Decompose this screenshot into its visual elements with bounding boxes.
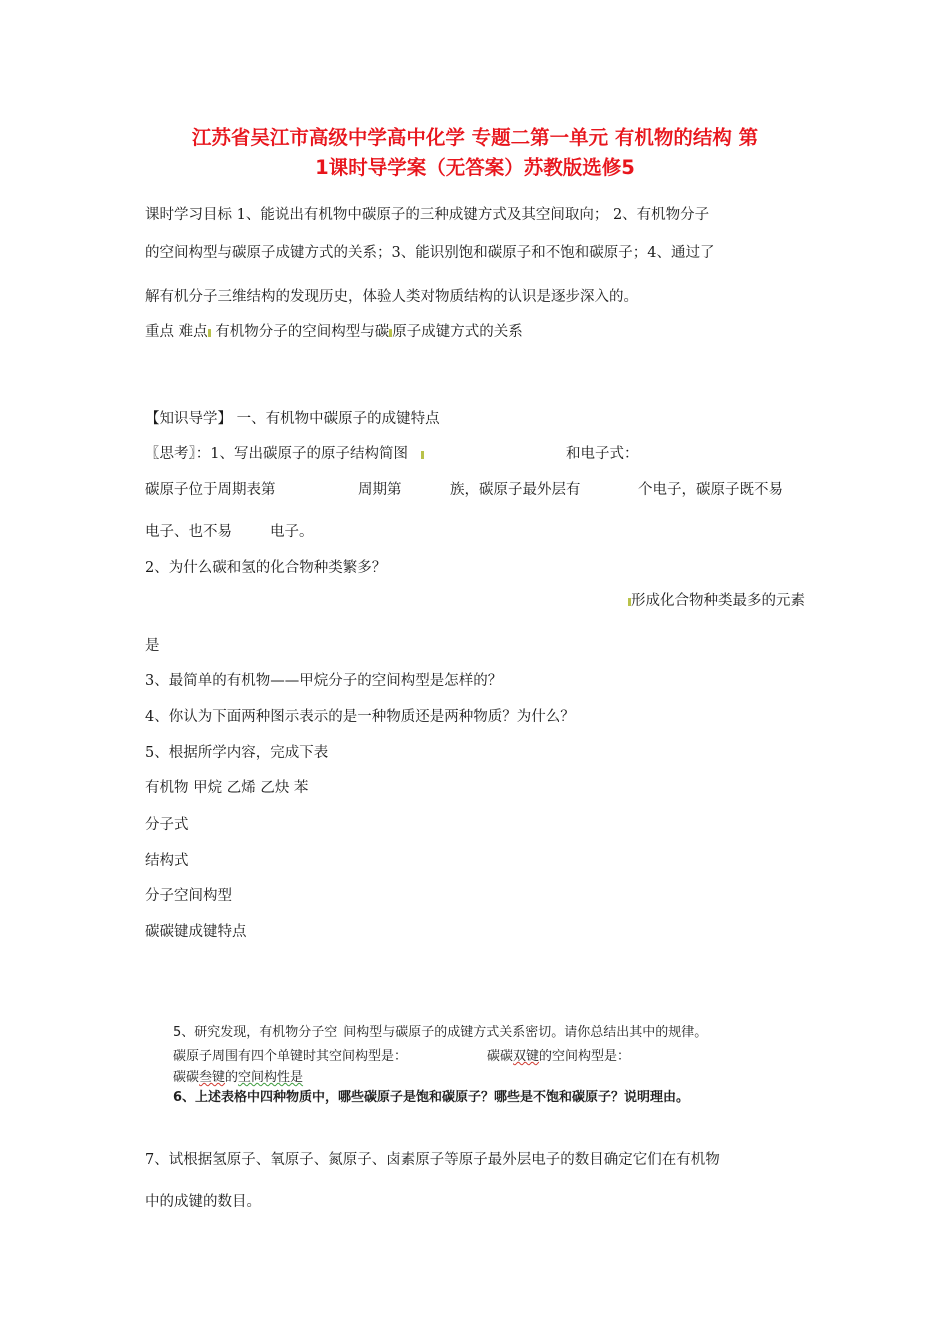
image-line-2-a: 碳原子周围有四个单键时其空间构型是： — [173, 1049, 408, 1064]
table-row: 分子空间构型 — [145, 888, 232, 904]
objectives-line-3: 解有机分子三维结构的发现历史，体验人类对物质结构的认识是逐步深入的。 — [145, 289, 638, 305]
image-text-piece: 双键 — [513, 1049, 540, 1064]
question-1-blank-c: 族，碳原子最外层有 — [450, 482, 581, 498]
question-1-blank-f: 电子。 — [270, 524, 314, 540]
question-3: 3、最简单的有机物——甲烷分子的空间构型是怎样的？ — [145, 673, 503, 689]
image-line-2-b — [487, 1045, 630, 1064]
question-1-part-1: 〖思考〗：1、写出碳原子的原子结构简图 — [145, 446, 408, 462]
key-points — [145, 320, 523, 341]
table-row: 碳碳键成键特点 — [145, 924, 247, 940]
image-text-piece: 空间构性是 — [238, 1070, 304, 1085]
table-row: 有机物 甲烷 乙烯 乙炔 苯 — [145, 780, 309, 796]
question-1-blank-d: 个电子，碳原子既不易 — [638, 482, 783, 498]
key-points-text-b: 原子成键方式的关系 — [392, 324, 523, 340]
image-text-piece: 碳碳 — [173, 1070, 200, 1085]
table-row: 分子式 — [145, 817, 189, 833]
image-line-4: 6、上述表格中四种物质中，哪些碳原子是饱和碳原子？哪些是不饱和碳原子？说明理由。 — [173, 1090, 690, 1105]
image-line-3 — [173, 1066, 303, 1085]
question-7-line-2: 中的成键的数目。 — [145, 1194, 261, 1210]
question-1-blank-b: 周期第 — [358, 482, 402, 498]
section-heading: 【知识导学】 一、有机物中碳原子的成键特点 — [145, 411, 440, 427]
image-text-piece: 的空间构型是： — [539, 1049, 631, 1064]
question-1-line-1 — [145, 442, 424, 463]
image-text-piece: 碳碳 — [487, 1049, 514, 1064]
question-7-line-1: 7、试根据氢原子、氧原子、氮原子、卤素原子等原子最外层电子的数目确定它们在有机物 — [145, 1152, 720, 1168]
question-2-right-text: 形成化合物种类最多的元素 — [631, 593, 805, 609]
question-2-cont: 是 — [145, 638, 160, 654]
image-line-1 — [173, 1021, 707, 1040]
question-1-part-2: 和电子式： — [566, 446, 639, 462]
objectives-line-2: 的空间构型与碳原子成键方式的关系；3、能识别饱和碳原子和不饱和碳原子；4、通过了 — [145, 245, 715, 261]
table-row: 结构式 — [145, 853, 189, 869]
question-2-right — [628, 589, 805, 610]
key-points-label: 重点 难点 — [145, 324, 208, 340]
question-1-blank-e: 电子、也不易 — [145, 524, 232, 540]
image-line-1-a: 5、研究发现，有机物分子空 — [173, 1025, 338, 1040]
question-1-blank-a: 碳原子位于周期表第 — [145, 482, 276, 498]
dot-mark-icon — [421, 451, 424, 459]
key-points-text-a: 有机物分子的空间构型与碳 — [210, 324, 390, 340]
objectives-line-1: 课时学习目标 1、能说出有机物中碳原子的三种成键方式及其空间取向； 2、有机物分子 — [145, 207, 710, 223]
image-line-1-b: 间构型与碳原子的成键方式关系密切。请你总结出其中的规律。 — [343, 1025, 708, 1040]
question-5: 5、根据所学内容，完成下表 — [145, 745, 329, 761]
document-title-line-1: 江苏省吴江市高级中学高中化学 专题二第一单元 有机物的结构 第 — [191, 126, 759, 149]
question-2: 2、为什么碳和氢的化合物种类繁多？ — [145, 560, 387, 576]
document-title-line-2: 1课时导学案（无答案）苏教版选修5 — [315, 156, 635, 179]
question-4: 4、你认为下面两种图示表示的是一种物质还是两种物质？为什么？ — [145, 709, 575, 725]
image-line-2 — [173, 1045, 407, 1064]
image-text-piece: 叁键 — [199, 1070, 226, 1085]
image-text-piece: 的 — [225, 1070, 239, 1085]
